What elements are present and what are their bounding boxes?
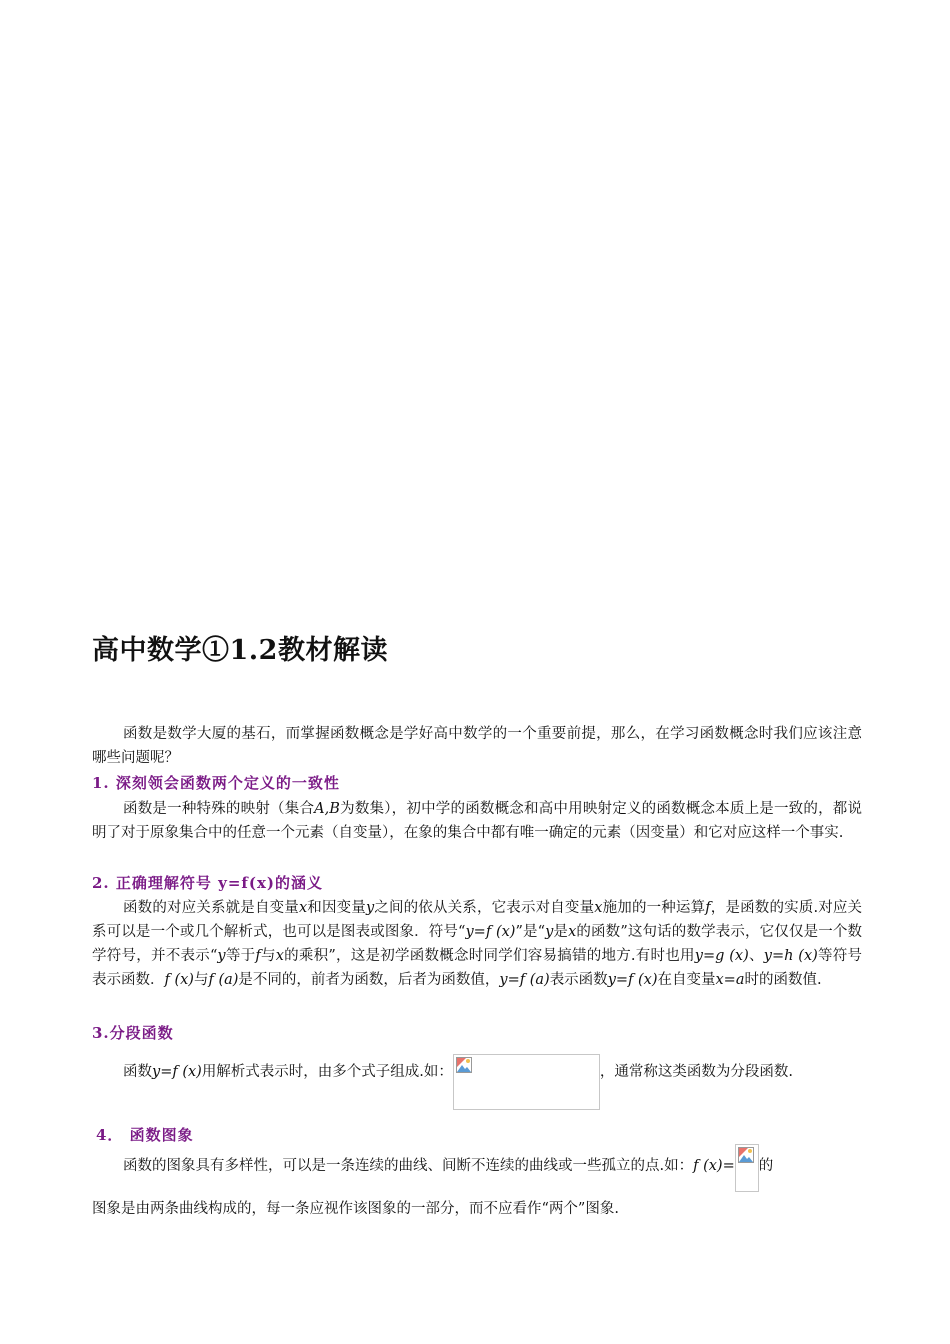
section-1-paragraph: 函数是一种特殊的映射（集合A,B为数集），初中学的函数概念和高中用映射定义的函数概念本质上是一致的，都说明了对于原象集合中的任意一个元素（自变量），在象的集合中都有唯一确定的元素（因变量）和它对应这样一个事实. [92, 801, 862, 841]
section-2-paragraph: 函数的对应关系就是自变量x和因变量y之间的依从关系，它表示对自变量x施加的一种运算f，是函数的实质.对应关系可以是一个或几个解析式，也可以是图表或图象．符号“y=f (x)”是“y是x的函数”这句话的数学表示，它仅仅是一个数学符号，并不表示“y等于f与x的乘积”，这是初学函数概念时同学们容易搞错的地方.有时也用y=g (x)、y=h (x)等符号表示函数．f (x)与f (a)是不同的，前者为函数，后者为函数值，y=f (a)表示函数y=f (x)在自变量x=a时的函数值. [92, 900, 863, 988]
broken-image-icon [456, 1057, 472, 1073]
piecewise-formula-image [453, 1054, 600, 1110]
document-title: 高中数学①1.2教材解读 [92, 635, 388, 666]
example-function-image [735, 1144, 759, 1192]
section-3-heading: 3.分段函数 [92, 1024, 174, 1042]
section-4-line-1: 函数的图象具有多样性，可以是一条连续的曲线、间断不连续的曲线或一些孤立的点.如：f (x)= 的 [123, 1144, 773, 1194]
intro-paragraph: 函数是数学大厦的基石，而掌握函数概念是学好高中数学的一个重要前提，那么，在学习函数概念时我们应该注意哪些问题呢？ [92, 726, 862, 766]
section-3-paragraph: 函数y=f (x)用解析式表示时，由多个式子组成.如： ，通常称这类函数为分段函数. [123, 1054, 793, 1112]
section-4-line-2: 图象是由两条曲线构成的，每一条应视作该图象的一部分，而不应看作“两个”图象. [92, 1201, 619, 1217]
section-4-heading: 4． 函数图象 [96, 1126, 194, 1144]
section-2-heading: 2. 正确理解符号 y=f(x)的涵义 [92, 874, 323, 892]
section-1-heading: 1. 深刻领会函数两个定义的一致性 [92, 774, 340, 792]
broken-image-icon [738, 1147, 754, 1163]
